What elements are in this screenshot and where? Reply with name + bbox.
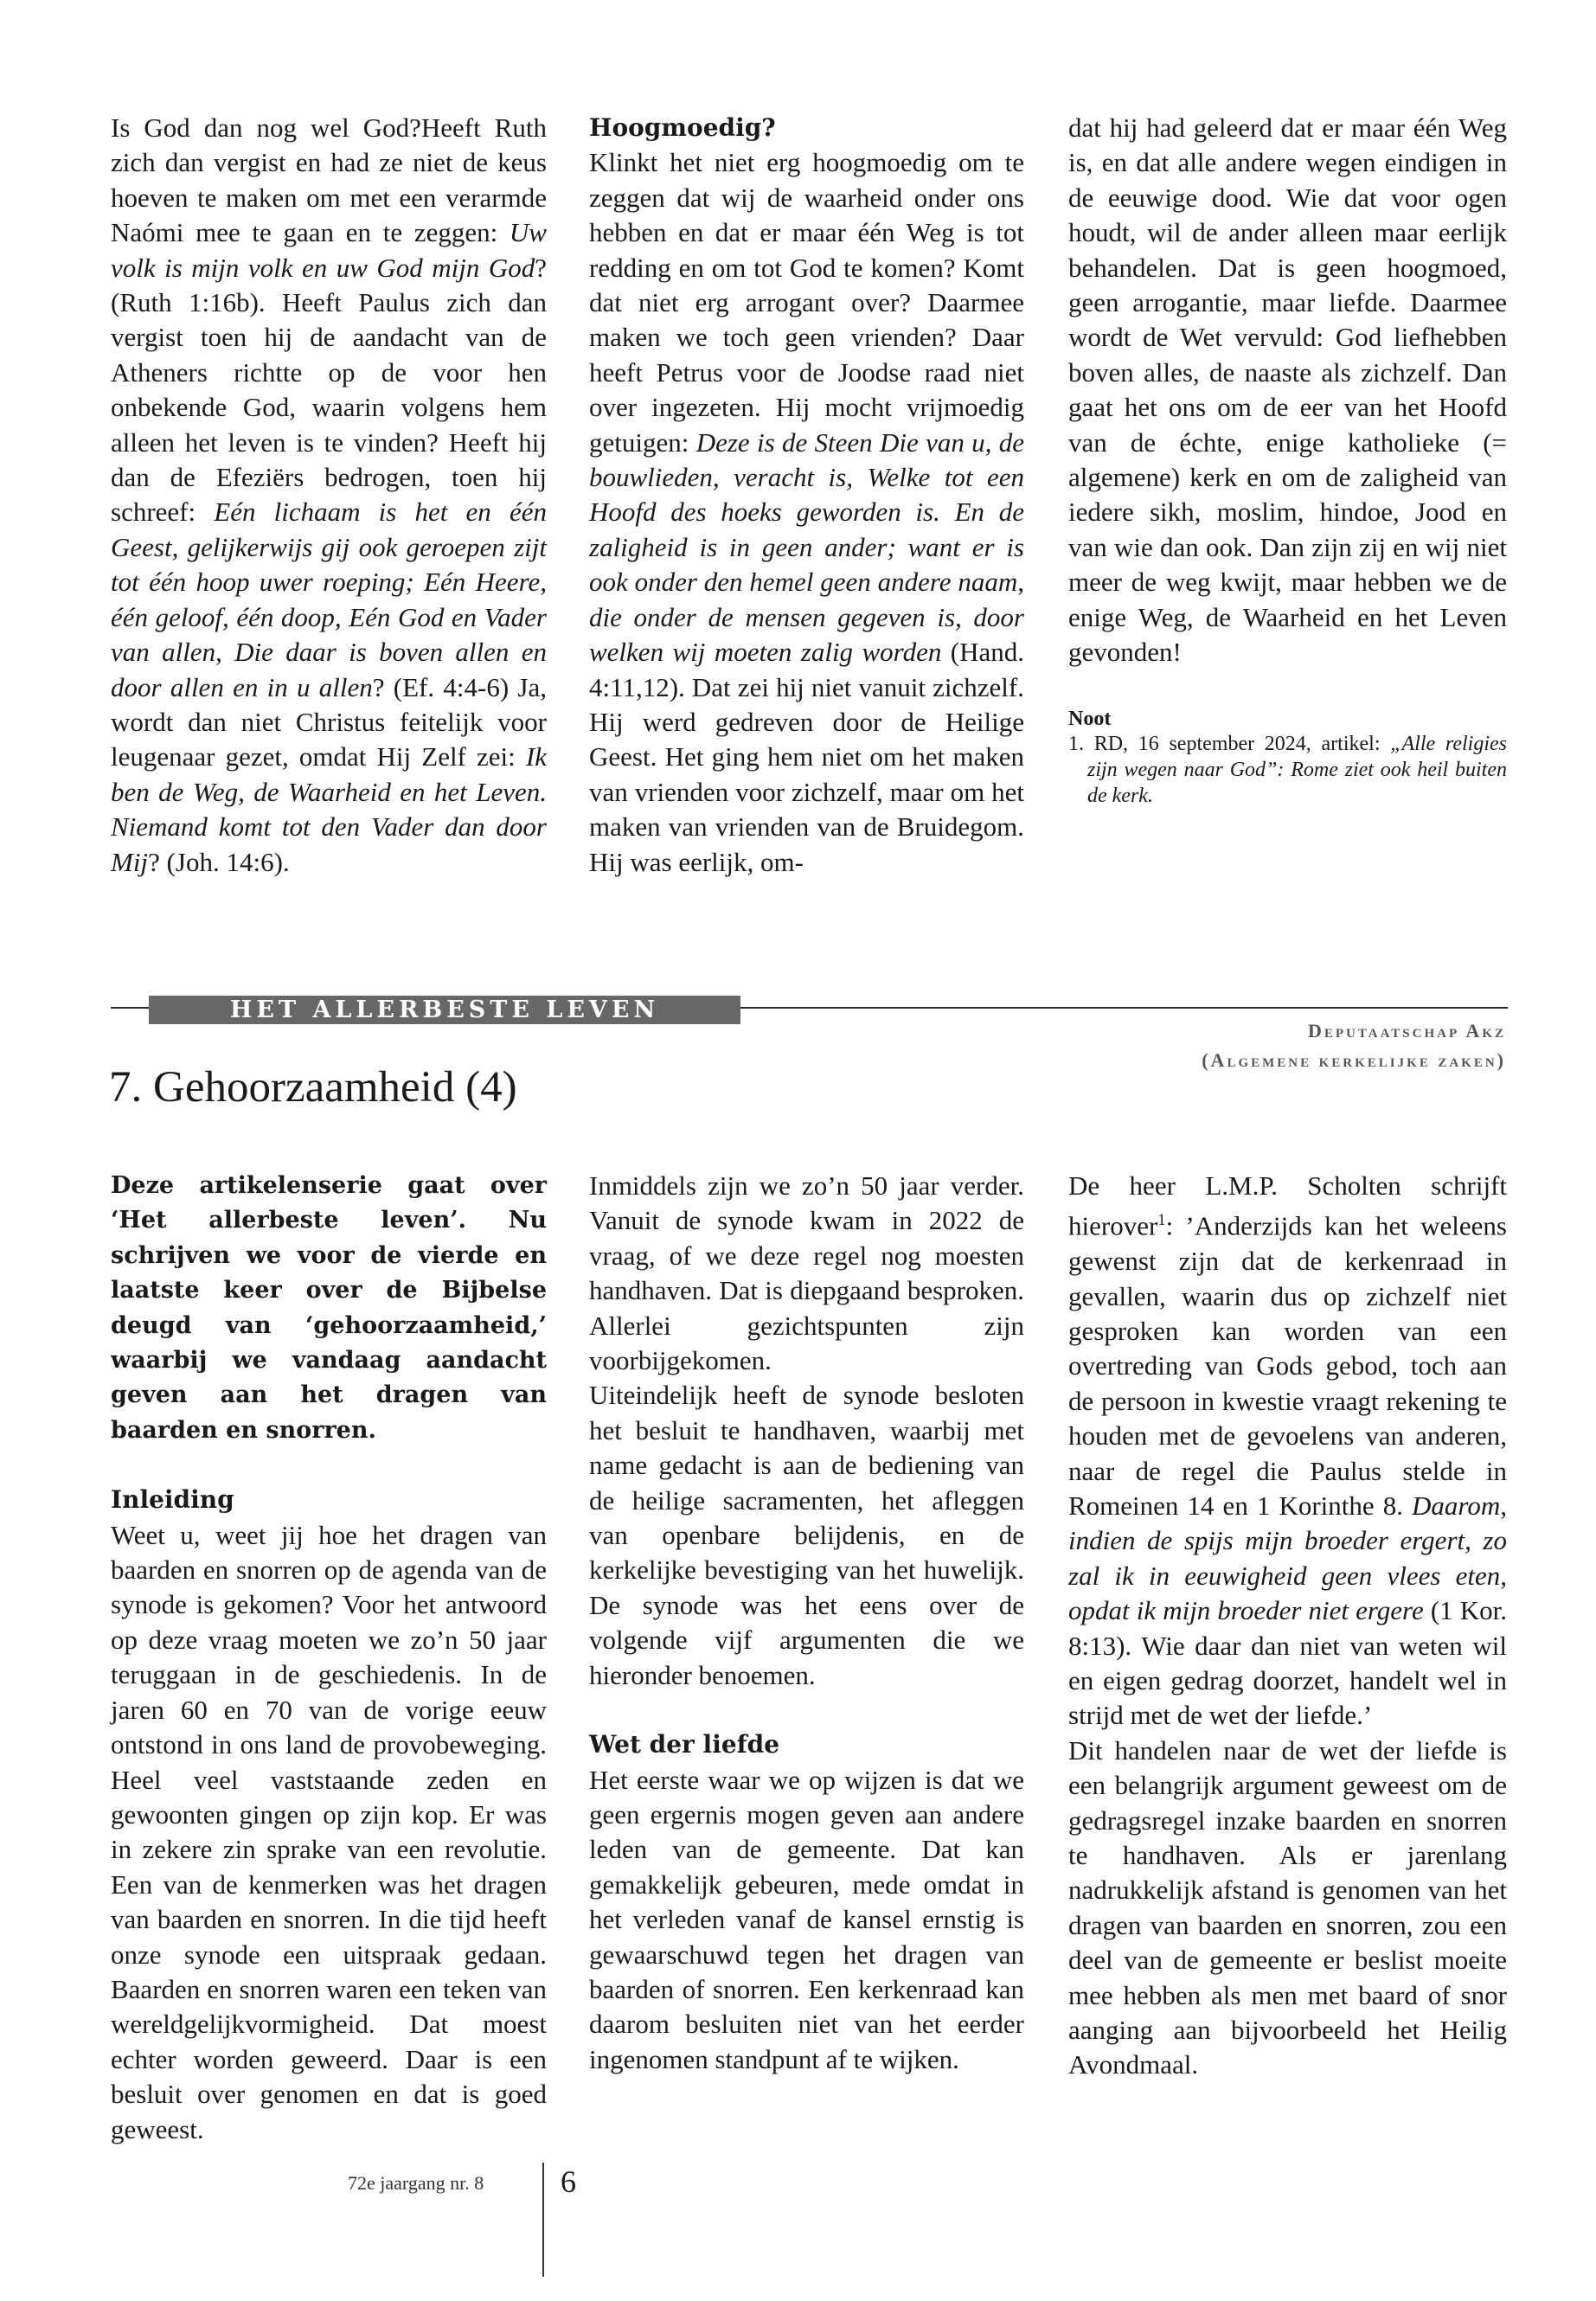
paragraph-inleiding: Weet u, weet jij hoe het dragen van baarden en snorren op de agenda van de synode is gekomen? Voor het antwoord op deze vraag moeten we zo’n 50 jaar teruggaan in de geschiedenis. In de jaren 60 en 70 van de vorige eeuw ontstond in ons land de provobeweging. Heel veel vaststaande zeden en gewoonten gingen op zijn kop. Er was in zekere zin sprake van een revolutie. Een van de kenmerken was het dragen van baarden en snorren. In die tijd heeft onze synode een uitspraak gedaan. Baarden en snorren waren een teken van wereldgelijkvormigheid. Dat moest echter worden geweerd. Daar is een besluit over genomen en dat is goed geweest. [111,1519,547,2144]
section-rule-left [111,1007,149,1009]
department-credit [1202,1016,1506,1075]
subheading-wet-der-liefde: Wet der liefde [589,1730,780,1759]
section-label: HET ALLERBESTE LEVEN [149,996,740,1024]
note-heading: Noot [1068,707,1112,730]
italic-quote: Uw volk is mijn volk en uw God mijn God [111,217,547,283]
italic-quote: Deze is de Steen Die van u, de bouwlieden, veracht is, Welke tot een Hoofd des hoeks geworden is. En de zaligheid is in geen ander; want er is ook onder den hemel geen andere naam, die onder de mensen gegeven is, door welken wij moeten zalig worden [589,426,1024,668]
top-col3-text: dat hij had geleerd dat er maar één Weg is, en dat alle andere wegen eindigen in de eeuwige dood. Wie dat voor ogen houdt, wil de ander alleen maar eerlijk behandelen. Dat is geen hoogmoed, geen arrogantie, maar liefde. Daarmee wordt de Wet vervuld: God liefhebben boven alles, de naaste als zichzelf. Dan gaat het ons om de eer van het Hoofd van de échte, enige katholieke (= algemene) kerk en om de zaligheid van iedere sikh, moslim, hindoe, Jood en van wie dan ook. Dan zijn zij en wij niet meer de weg kwijt, maar hebben we de enige Weg, de Waarheid en het Leven gevonden! [1068,112,1507,668]
top-column-1 [111,111,547,880]
article-column-1 [111,1169,547,2147]
paragraph-inmiddels: Inmiddels zijn we zo’n 50 jaar verder. Vanuit de synode kwam in 2022 de vraag, of we deze regel nog moesten handhaven. Dat is diepgaand besproken. Allerlei gezichtspunten zijn voorbijgekomen. [589,1170,1024,1376]
paragraph-wet-der-liefde: Het eerste waar we op wijzen is dat we geen ergernis mogen geven aan andere leden van de gemeente. Dat kan gemakkelijk gebeuren, mede omdat in het verleden vanaf de kansel ernstig is gewaarschuwd tegen het dragen van baarden of snorren. Een kerkenraad kan daarom besluiten niet van het eerder ingenomen standpunt af te wijken. [589,1764,1024,2074]
issue-info: 72e jaargang nr. 8 [348,2172,484,2194]
article-title: 7. Gehoorzaamheid (4) [109,1063,517,1112]
footnote-ref: 1 [1157,1211,1166,1230]
footer-divider [542,2163,544,2277]
italic-quote: Ik ben de Weg, de Waarheid en het Leven. Niemand komt tot den Vader dan door Mij [111,741,547,877]
paragraph-dit-handelen: Dit handelen naar de wet der liefde is een belangrijk argument geweest om de gedragsregel inzake baarden en snorren te handhaven. Als er jarenlang nadrukkelijk afstand is genomen van het dragen van baarden en snorren, zou een deel van de gemeente er beslist moeite mee hebben als men met baard of snor aanging aan bijvoorbeeld het Heilig Avondmaal. [1068,1734,1507,2080]
section-rule-right [740,1007,1508,1009]
italic-quote: „Alle religies zijn wegen naar God”: Rome ziet ook heil buiten de kerk. [1087,732,1508,807]
subheading-hoogmoedig: Hoogmoedig? [589,113,776,142]
paragraph-uiteindelijk: Uiteindelijk heeft de synode besloten het besluit te handhaven, waarbij met name gedacht is aan de bediening van de heilige sacramenten, het afleggen van openbare belijdenis, en de kerkelijke bevestiging van het huwelijk. De synode was het eens over de volgende vijf argumenten die we hieronder benoemen. [589,1380,1024,1690]
article-column-2 [589,1169,1024,2077]
paragraph-scholten-quote: De heer L.M.P. Scholten schrijft hierover$^1$: ’Anderzijds kan het weleens gewenst zijn dat de kerkenraad in gevallen, waarin dus op zichzelf niet gesproken kan worden van een overtreding van Gods gebod, toch aan de persoon in kwestie vraagt rekening te houden met de gevoelens van anderen, naar de regel die Paulus stelde in Romeinen 14 en 1 Korinthe 8. Daarom, indien de spijs mijn broeder ergert, zo zal ik in eeuwigheid geen vlees eten, opdat ik mijn broeder niet ergere (1 Kor. 8:13). Wie daar dan niet van weten wil en eigen gedrag doorzet, handelt wel in strijd met de wet der liefde.’ [1068,1170,1508,1731]
department-line-2: (Algemene kerkelijke zaken) [1202,1049,1506,1071]
top-column-3 [1068,111,1507,809]
department-line-1: Deputaatschap Akz [1307,1020,1506,1042]
article-column-3 [1068,1169,1507,2083]
top-column-2 [589,111,1024,880]
top-col2-text: Klinkt het niet erg hoogmoedig om te zeggen dat wij de waarheid onder ons hebben en dat er maar één Weg is tot redding en om tot God te komen? Komt dat niet erg arrogant over? Daarmee maken we toch geen vrienden? Daar heeft Petrus voor de Joodse raad niet over ingezeten. Hij mocht vrijmoedig getuigen: Deze is de Steen Die van u, de bouwlieden, veracht is, Welke tot een Hoofd des hoeks geworden is. En de zaligheid is in geen ander; want er is ook onder den hemel geen andere naam, die onder de mensen gegeven is, door welken wij moeten zalig worden (Hand. 4:11,12). Dat zei hij niet vanuit zichzelf. Hij werd gedreven door de Heilige Geest. Het ging hem niet om het maken van vrienden voor zichzelf, maar om het maken van vrienden van de Bruidegom. Hij was eerlijk, om- [589,147,1024,877]
italic-quote: Eén lichaam is het en één Geest, gelijkerwijs gij ook geroepen zijt tot één hoop uwer roeping; Eén Heere, één geloof, één doop, Eén God en Vader van allen, Die daar is boven allen en door allen en in u allen [111,497,547,702]
top-col1-text: Is God dan nog wel God?Heeft Ruth zich dan vergist en had ze niet de keus hoeven te maken om met een verarmde Naómi mee te gaan en te zeggen: Uw volk is mijn volk en uw God mijn God? (Ruth 1:16b). Heeft Paulus zich dan vergist toen hij de aandacht van de Atheners richtte op de voor hen onbekende God, waarin volgens hem alleen het leven is te vinden? Heeft hij dan de Efeziërs bedrogen, toen hij schreef: Eén lichaam is het en één Geest, gelijkerwijs gij ook geroepen zijt tot één hoop uwer roeping; Eén Heere, één geloof, één doop, Eén God en Vader van allen, Die daar is boven allen en door allen en in u allen? (Ef. 4:4-6) Ja, wordt dan niet Christus feitelijk voor leugenaar gezet, omdat Hij Zelf zei: Ik ben de Weg, de Waarheid en het Leven. Niemand komt tot den Vader dan door Mij? (Joh. 14:6). [111,112,547,877]
article-intro: Deze artikelenserie gaat over ‘Het allerbeste leven’. Nu schrijven we voor de vierde en laatste keer over de Bijbelse deugd van ‘gehoorzaamheid,’ waarbij we vandaag aandacht geven aan het dragen van baarden en snorren. [111,1172,547,1444]
subheading-inleiding: Inleiding [111,1485,234,1515]
page-number: 6 [561,2164,576,2199]
italic-quote: Daarom, indien de spijs mijn broeder ergert, zo zal ik in eeuwigheid geen vlees eten, opdat ik mijn broeder niet ergere [1068,1490,1507,1626]
footnote: 1. RD, 16 september 2024, artikel: „Alle religies zijn wegen naar God”: Rome ziet ook heil buiten de kerk. [1068,732,1508,807]
